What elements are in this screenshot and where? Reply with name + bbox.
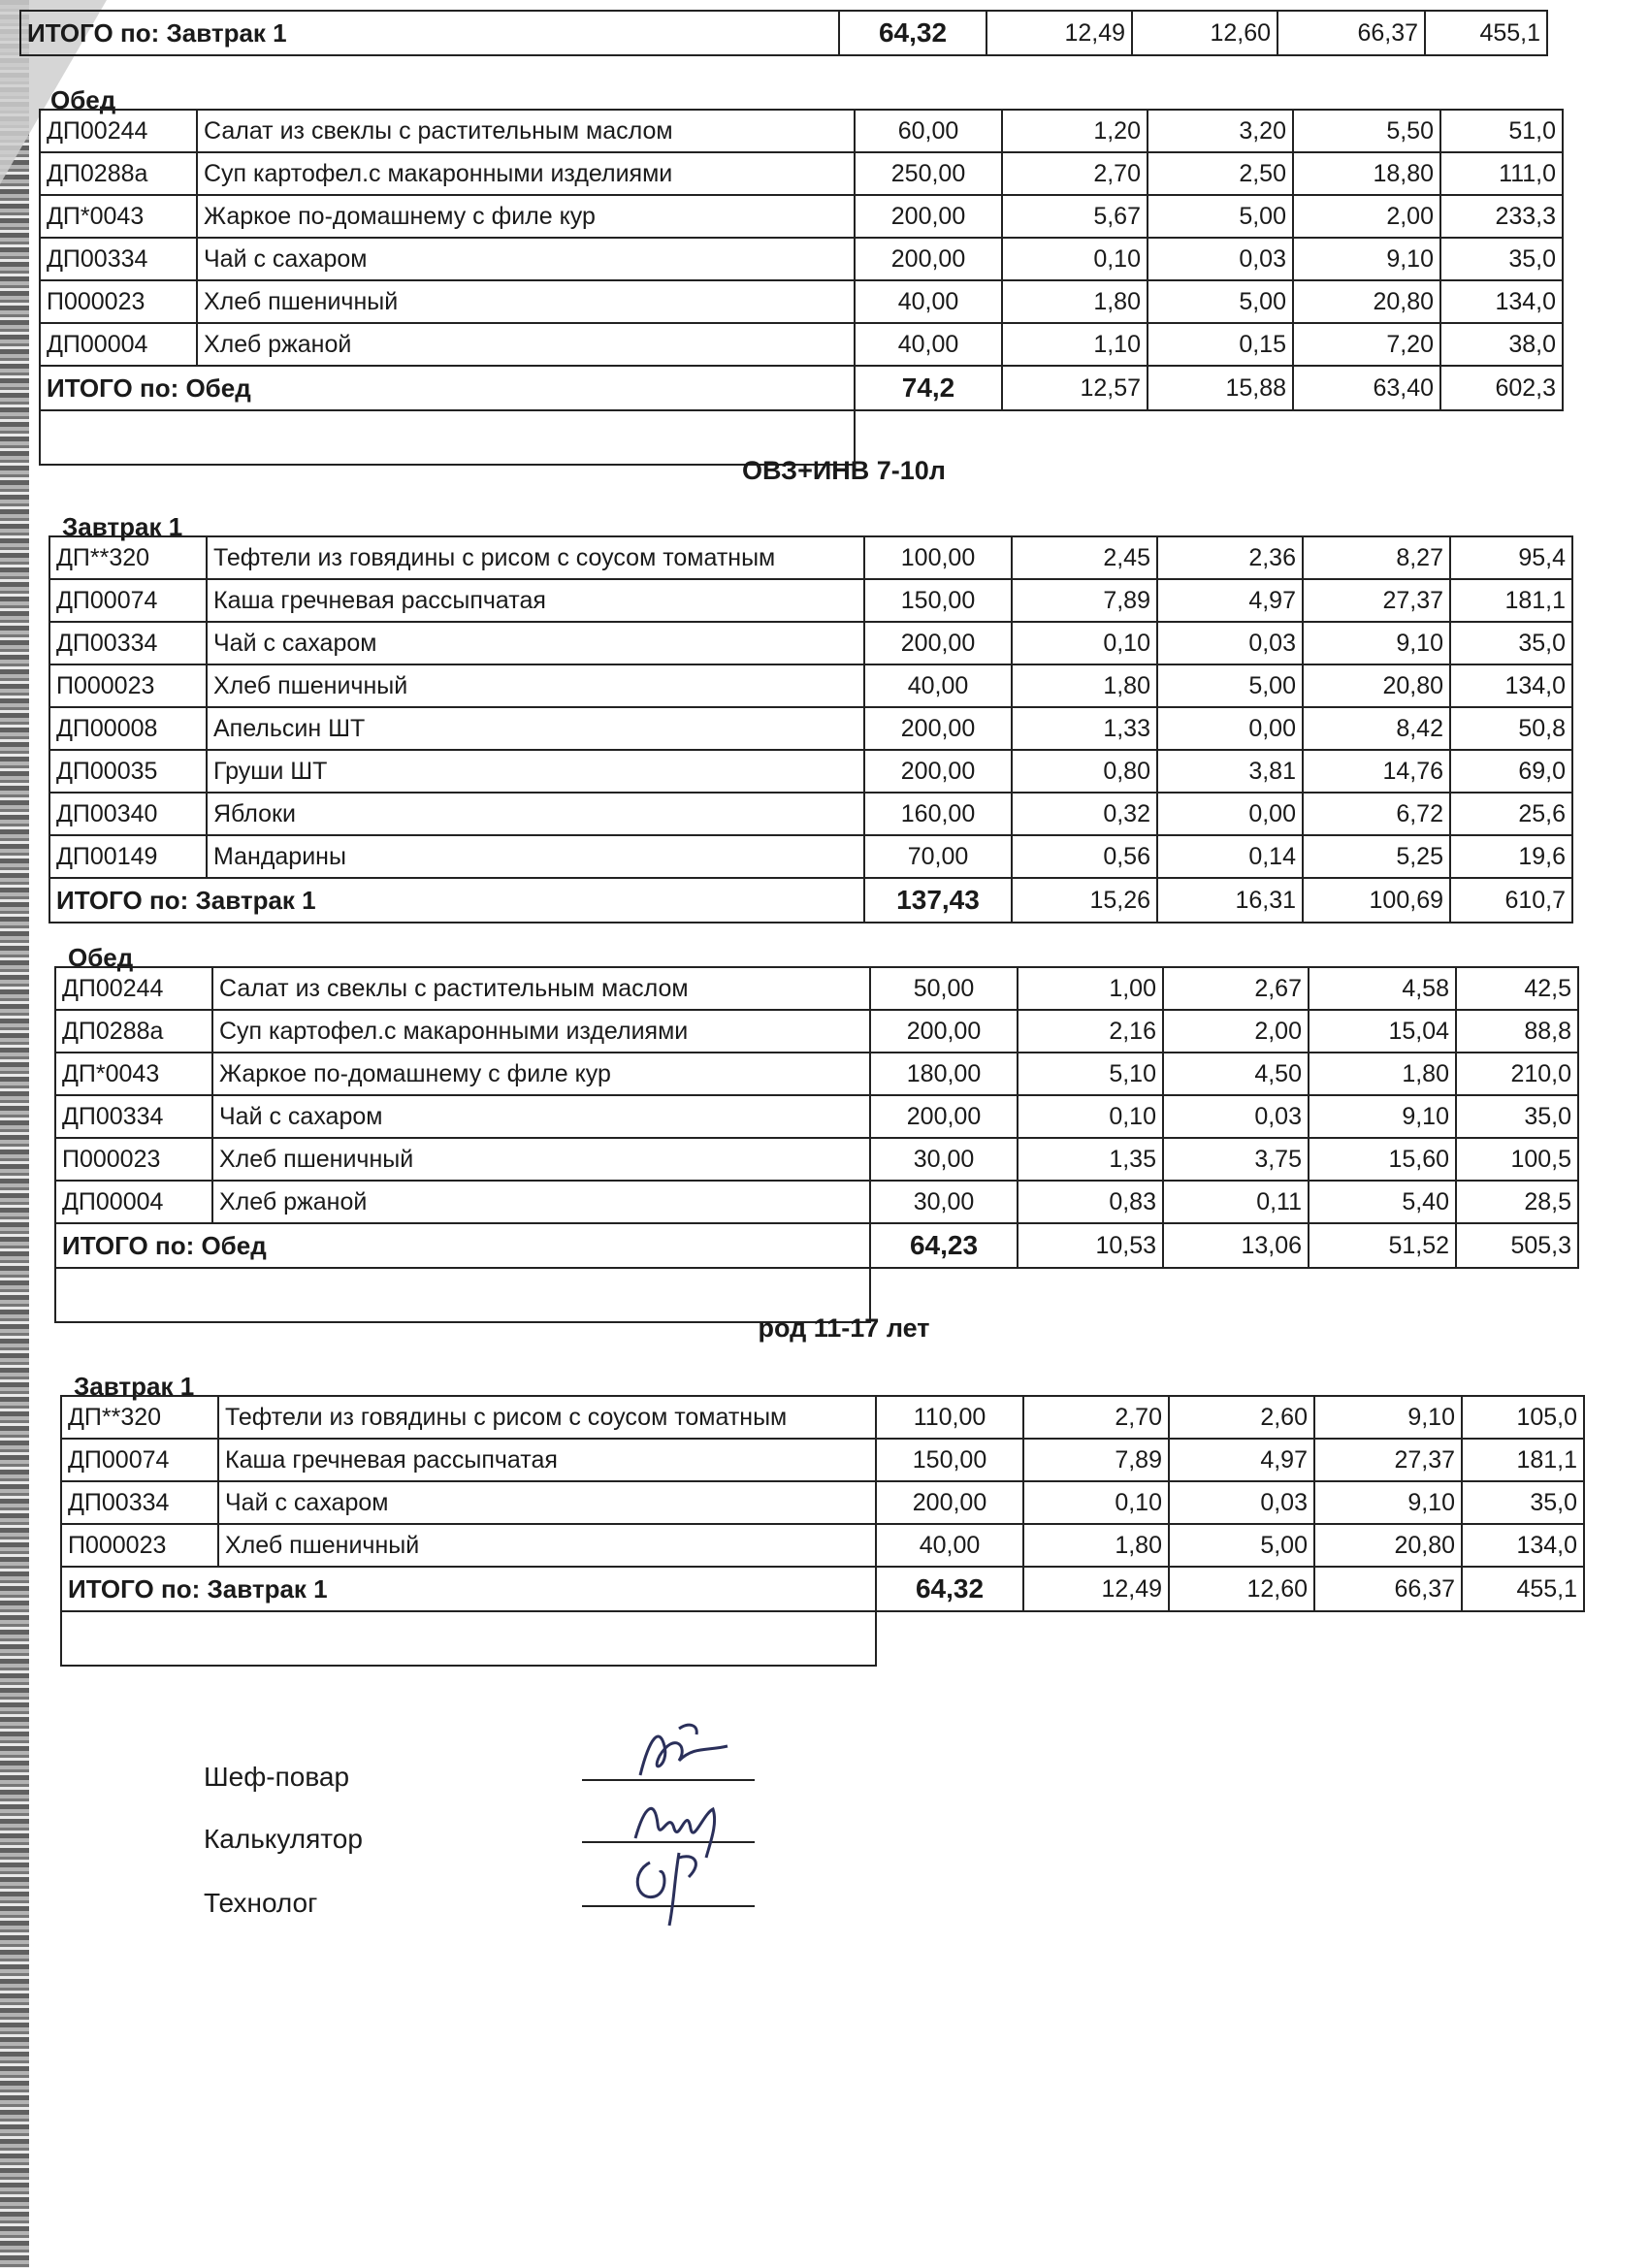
table-row	[40, 152, 1563, 195]
item-name: Жаркое по-домашнему с филе кур	[197, 195, 855, 238]
total-weight: 137,43	[864, 878, 1012, 923]
group-title-lunch: Обед	[50, 85, 116, 114]
table-top-breakfast-total	[19, 10, 1548, 56]
item-name: Салат из свеклы с растительным маслом	[197, 110, 855, 152]
item-fat: 5,00	[1148, 195, 1293, 238]
table-row	[49, 579, 1572, 622]
item-carbs: 1,80	[1309, 1053, 1456, 1095]
item-energy: 42,5	[1456, 967, 1578, 1010]
item-fat: 3,75	[1163, 1138, 1309, 1181]
section-title-ovz: ОВЗ+ИНВ 7-10л	[742, 456, 946, 485]
table-row	[61, 1439, 1584, 1481]
item-code: ДП00149	[49, 835, 207, 878]
signature-label-calculator: Калькулятор	[204, 1824, 363, 1854]
item-carbs: 15,60	[1309, 1138, 1456, 1181]
signature-label-technologist: Технолог	[204, 1888, 318, 1918]
item-weight: 110,00	[876, 1396, 1023, 1439]
item-protein: 1,10	[1002, 323, 1148, 366]
item-weight: 40,00	[876, 1524, 1023, 1567]
item-energy: 35,0	[1440, 238, 1563, 280]
item-energy: 51,0	[1440, 110, 1563, 152]
item-protein: 7,89	[1012, 579, 1157, 622]
item-fat: 5,00	[1148, 280, 1293, 323]
item-code: П000023	[61, 1524, 218, 1567]
item-name: Хлеб пшеничный	[218, 1524, 876, 1567]
item-energy: 105,0	[1462, 1396, 1584, 1439]
item-protein: 1,35	[1018, 1138, 1163, 1181]
total-carbs: 66,37	[1277, 11, 1425, 55]
table-row	[55, 967, 1578, 1010]
item-fat: 0,00	[1157, 793, 1303, 835]
item-protein: 1,80	[1012, 664, 1157, 707]
item-code: ДП0288а	[40, 152, 197, 195]
item-carbs: 5,40	[1309, 1181, 1456, 1223]
item-protein: 1,20	[1002, 110, 1148, 152]
item-weight: 200,00	[870, 1095, 1018, 1138]
total-fat: 15,88	[1148, 366, 1293, 410]
table-ovz-lunch	[54, 966, 1579, 1323]
table-row	[61, 1524, 1584, 1567]
total-protein: 12,49	[986, 11, 1132, 55]
item-fat: 4,97	[1169, 1439, 1314, 1481]
item-fat: 2,36	[1157, 536, 1303, 579]
empty-cell	[876, 1611, 1584, 1666]
table-11-17-breakfast	[60, 1395, 1585, 1667]
item-protein: 7,89	[1023, 1439, 1169, 1481]
item-protein: 2,45	[1012, 536, 1157, 579]
item-code: ДП00334	[61, 1481, 218, 1524]
item-code: ДП0288а	[55, 1010, 212, 1053]
group-title-lunch: Обед	[68, 943, 134, 972]
item-fat: 4,50	[1163, 1053, 1309, 1095]
item-weight: 200,00	[855, 195, 1002, 238]
item-fat: 4,97	[1157, 579, 1303, 622]
item-carbs: 8,42	[1303, 707, 1450, 750]
item-fat: 0,03	[1157, 622, 1303, 664]
total-row	[40, 366, 1563, 410]
table-row	[40, 195, 1563, 238]
item-name: Чай с сахаром	[218, 1481, 876, 1524]
item-name: Хлеб пшеничный	[207, 664, 864, 707]
total-energy: 455,1	[1425, 11, 1547, 55]
item-energy: 95,4	[1450, 536, 1572, 579]
item-weight: 70,00	[864, 835, 1012, 878]
item-name: Апельсин ШТ	[207, 707, 864, 750]
total-energy: 455,1	[1462, 1567, 1584, 1611]
total-energy: 610,7	[1450, 878, 1572, 923]
item-code: ДП*0043	[55, 1053, 212, 1095]
item-energy: 38,0	[1440, 323, 1563, 366]
item-carbs: 5,25	[1303, 835, 1450, 878]
table-row	[55, 1053, 1578, 1095]
total-carbs: 63,40	[1293, 366, 1440, 410]
item-weight: 200,00	[864, 707, 1012, 750]
empty-row	[61, 1611, 1584, 1666]
item-fat: 2,50	[1148, 152, 1293, 195]
item-code: ДП00074	[49, 579, 207, 622]
item-protein: 1,80	[1023, 1524, 1169, 1567]
item-protein: 1,00	[1018, 967, 1163, 1010]
total-fat: 12,60	[1132, 11, 1277, 55]
item-carbs: 20,80	[1314, 1524, 1462, 1567]
item-weight: 40,00	[855, 280, 1002, 323]
item-carbs: 14,76	[1303, 750, 1450, 793]
item-name: Хлеб пшеничный	[212, 1138, 870, 1181]
item-name: Хлеб пшеничный	[197, 280, 855, 323]
item-carbs: 6,72	[1303, 793, 1450, 835]
item-energy: 35,0	[1450, 622, 1572, 664]
item-name: Чай с сахаром	[212, 1095, 870, 1138]
total-fat: 16,31	[1157, 878, 1303, 923]
total-label: ИТОГО по: Обед	[55, 1223, 870, 1268]
item-code: ДП00004	[55, 1181, 212, 1223]
item-weight: 200,00	[864, 622, 1012, 664]
total-carbs: 100,69	[1303, 878, 1450, 923]
item-weight: 40,00	[864, 664, 1012, 707]
item-weight: 200,00	[876, 1481, 1023, 1524]
table-row	[40, 238, 1563, 280]
total-energy: 602,3	[1440, 366, 1563, 410]
item-energy: 35,0	[1462, 1481, 1584, 1524]
item-weight: 180,00	[870, 1053, 1018, 1095]
item-code: ДП00340	[49, 793, 207, 835]
table-row	[40, 110, 1563, 152]
item-carbs: 15,04	[1309, 1010, 1456, 1053]
item-fat: 0,00	[1157, 707, 1303, 750]
item-protein: 0,83	[1018, 1181, 1163, 1223]
item-code: ДП*0043	[40, 195, 197, 238]
scan-shadow-edge	[0, 0, 29, 2268]
item-code: ДП00004	[40, 323, 197, 366]
group-title-breakfast: Завтрак 1	[62, 512, 183, 541]
item-carbs: 8,27	[1303, 536, 1450, 579]
item-energy: 134,0	[1450, 664, 1572, 707]
total-label: ИТОГО по: Завтрак 1	[20, 11, 839, 55]
item-protein: 1,80	[1002, 280, 1148, 323]
table-row	[49, 707, 1572, 750]
total-protein: 10,53	[1018, 1223, 1163, 1268]
table-row	[61, 1396, 1584, 1439]
item-fat: 5,00	[1169, 1524, 1314, 1567]
total-weight: 64,32	[839, 11, 986, 55]
item-carbs: 20,80	[1293, 280, 1440, 323]
item-energy: 210,0	[1456, 1053, 1578, 1095]
item-name: Чай с сахаром	[197, 238, 855, 280]
item-energy: 134,0	[1462, 1524, 1584, 1567]
item-protein: 0,80	[1012, 750, 1157, 793]
item-energy: 111,0	[1440, 152, 1563, 195]
item-carbs: 18,80	[1293, 152, 1440, 195]
item-weight: 150,00	[864, 579, 1012, 622]
total-row	[49, 878, 1572, 923]
total-row	[61, 1567, 1584, 1611]
item-fat: 2,60	[1169, 1396, 1314, 1439]
item-energy: 233,3	[1440, 195, 1563, 238]
table-row	[40, 323, 1563, 366]
item-weight: 250,00	[855, 152, 1002, 195]
item-name: Каша гречневая рассыпчатая	[218, 1439, 876, 1481]
item-energy: 69,0	[1450, 750, 1572, 793]
item-carbs: 2,00	[1293, 195, 1440, 238]
item-name: Салат из свеклы с растительным маслом	[212, 967, 870, 1010]
item-code: ДП**320	[61, 1396, 218, 1439]
total-carbs: 51,52	[1309, 1223, 1456, 1268]
item-name: Яблоки	[207, 793, 864, 835]
item-fat: 5,00	[1157, 664, 1303, 707]
table-row	[55, 1010, 1578, 1053]
table-row	[49, 750, 1572, 793]
total-label: ИТОГО по: Завтрак 1	[49, 878, 864, 923]
item-carbs: 9,10	[1293, 238, 1440, 280]
table-row	[49, 622, 1572, 664]
table-ovz-breakfast	[48, 535, 1573, 923]
item-fat: 0,15	[1148, 323, 1293, 366]
item-code: П000023	[40, 280, 197, 323]
table-row	[55, 1138, 1578, 1181]
item-name: Чай с сахаром	[207, 622, 864, 664]
item-carbs: 27,37	[1314, 1439, 1462, 1481]
item-name: Тефтели из говядины с рисом с соусом томатным	[207, 536, 864, 579]
item-protein: 0,56	[1012, 835, 1157, 878]
item-protein: 0,10	[1018, 1095, 1163, 1138]
total-weight: 64,32	[876, 1567, 1023, 1611]
item-weight: 160,00	[864, 793, 1012, 835]
item-name: Суп картофел.с макаронными изделиями	[212, 1010, 870, 1053]
table-lunch	[39, 109, 1564, 466]
total-fat: 12,60	[1169, 1567, 1314, 1611]
item-carbs: 5,50	[1293, 110, 1440, 152]
item-weight: 100,00	[864, 536, 1012, 579]
item-code: ДП00244	[55, 967, 212, 1010]
item-weight: 60,00	[855, 110, 1002, 152]
item-protein: 5,67	[1002, 195, 1148, 238]
item-energy: 28,5	[1456, 1181, 1578, 1223]
total-energy: 505,3	[1456, 1223, 1578, 1268]
total-carbs: 66,37	[1314, 1567, 1462, 1611]
item-code: ДП00334	[55, 1095, 212, 1138]
item-energy: 181,1	[1462, 1439, 1584, 1481]
item-fat: 3,81	[1157, 750, 1303, 793]
item-protein: 5,10	[1018, 1053, 1163, 1095]
item-fat: 0,11	[1163, 1181, 1309, 1223]
item-fat: 0,03	[1163, 1095, 1309, 1138]
item-code: ДП00008	[49, 707, 207, 750]
item-code: ДП00334	[49, 622, 207, 664]
total-label: ИТОГО по: Обед	[40, 366, 855, 410]
group-title-breakfast: Завтрак 1	[74, 1372, 195, 1401]
table-row	[40, 280, 1563, 323]
item-weight: 200,00	[864, 750, 1012, 793]
item-protein: 2,70	[1002, 152, 1148, 195]
item-name: Хлеб ржаной	[212, 1181, 870, 1223]
total-row	[20, 11, 1547, 55]
item-code: ДП00035	[49, 750, 207, 793]
item-energy: 35,0	[1456, 1095, 1578, 1138]
total-label: ИТОГО по: Завтрак 1	[61, 1567, 876, 1611]
total-protein: 15,26	[1012, 878, 1157, 923]
table-row	[49, 835, 1572, 878]
total-protein: 12,49	[1023, 1567, 1169, 1611]
item-protein: 0,10	[1012, 622, 1157, 664]
item-name: Суп картофел.с макаронными изделиями	[197, 152, 855, 195]
item-fat: 3,20	[1148, 110, 1293, 152]
item-name: Каша гречневая рассыпчатая	[207, 579, 864, 622]
item-energy: 19,6	[1450, 835, 1572, 878]
item-name: Жаркое по-домашнему с филе кур	[212, 1053, 870, 1095]
item-code: ДП00244	[40, 110, 197, 152]
total-weight: 74,2	[855, 366, 1002, 410]
item-protein: 0,10	[1023, 1481, 1169, 1524]
item-carbs: 9,10	[1309, 1095, 1456, 1138]
handwritten-signature-technologist	[621, 1843, 747, 1930]
total-fat: 13,06	[1163, 1223, 1309, 1268]
item-weight: 40,00	[855, 323, 1002, 366]
item-energy: 50,8	[1450, 707, 1572, 750]
item-name: Хлеб ржаной	[197, 323, 855, 366]
table-row	[55, 1181, 1578, 1223]
item-energy: 181,1	[1450, 579, 1572, 622]
item-code: П000023	[55, 1138, 212, 1181]
item-carbs: 27,37	[1303, 579, 1450, 622]
table-row	[61, 1481, 1584, 1524]
item-fat: 2,67	[1163, 967, 1309, 1010]
item-carbs: 9,10	[1303, 622, 1450, 664]
item-fat: 0,03	[1169, 1481, 1314, 1524]
item-code: ДП00334	[40, 238, 197, 280]
total-protein: 12,57	[1002, 366, 1148, 410]
item-protein: 2,70	[1023, 1396, 1169, 1439]
item-code: П000023	[49, 664, 207, 707]
signature-label-chef: Шеф-повар	[204, 1762, 350, 1792]
item-energy: 134,0	[1440, 280, 1563, 323]
item-fat: 0,03	[1148, 238, 1293, 280]
item-name: Мандарины	[207, 835, 864, 878]
total-row	[55, 1223, 1578, 1268]
item-code: ДП**320	[49, 536, 207, 579]
table-row	[55, 1095, 1578, 1138]
item-protein: 2,16	[1018, 1010, 1163, 1053]
empty-cell	[61, 1611, 876, 1666]
item-carbs: 9,10	[1314, 1396, 1462, 1439]
item-weight: 200,00	[855, 238, 1002, 280]
item-weight: 50,00	[870, 967, 1018, 1010]
item-name: Тефтели из говядины с рисом с соусом томатным	[218, 1396, 876, 1439]
item-weight: 150,00	[876, 1439, 1023, 1481]
item-protein: 0,32	[1012, 793, 1157, 835]
item-carbs: 4,58	[1309, 967, 1456, 1010]
item-carbs: 20,80	[1303, 664, 1450, 707]
item-energy: 25,6	[1450, 793, 1572, 835]
item-protein: 0,10	[1002, 238, 1148, 280]
item-code: ДП00074	[61, 1439, 218, 1481]
total-weight: 64,23	[870, 1223, 1018, 1268]
item-energy: 88,8	[1456, 1010, 1578, 1053]
table-row	[49, 664, 1572, 707]
item-fat: 0,14	[1157, 835, 1303, 878]
item-name: Груши ШТ	[207, 750, 864, 793]
item-carbs: 7,20	[1293, 323, 1440, 366]
table-row	[49, 536, 1572, 579]
item-protein: 1,33	[1012, 707, 1157, 750]
handwritten-signature-chef	[621, 1717, 747, 1795]
item-weight: 30,00	[870, 1138, 1018, 1181]
item-weight: 30,00	[870, 1181, 1018, 1223]
item-energy: 100,5	[1456, 1138, 1578, 1181]
table-row	[49, 793, 1572, 835]
section-title-11-17: род 11-17 лет	[758, 1313, 930, 1343]
item-fat: 2,00	[1163, 1010, 1309, 1053]
item-weight: 200,00	[870, 1010, 1018, 1053]
item-carbs: 9,10	[1314, 1481, 1462, 1524]
